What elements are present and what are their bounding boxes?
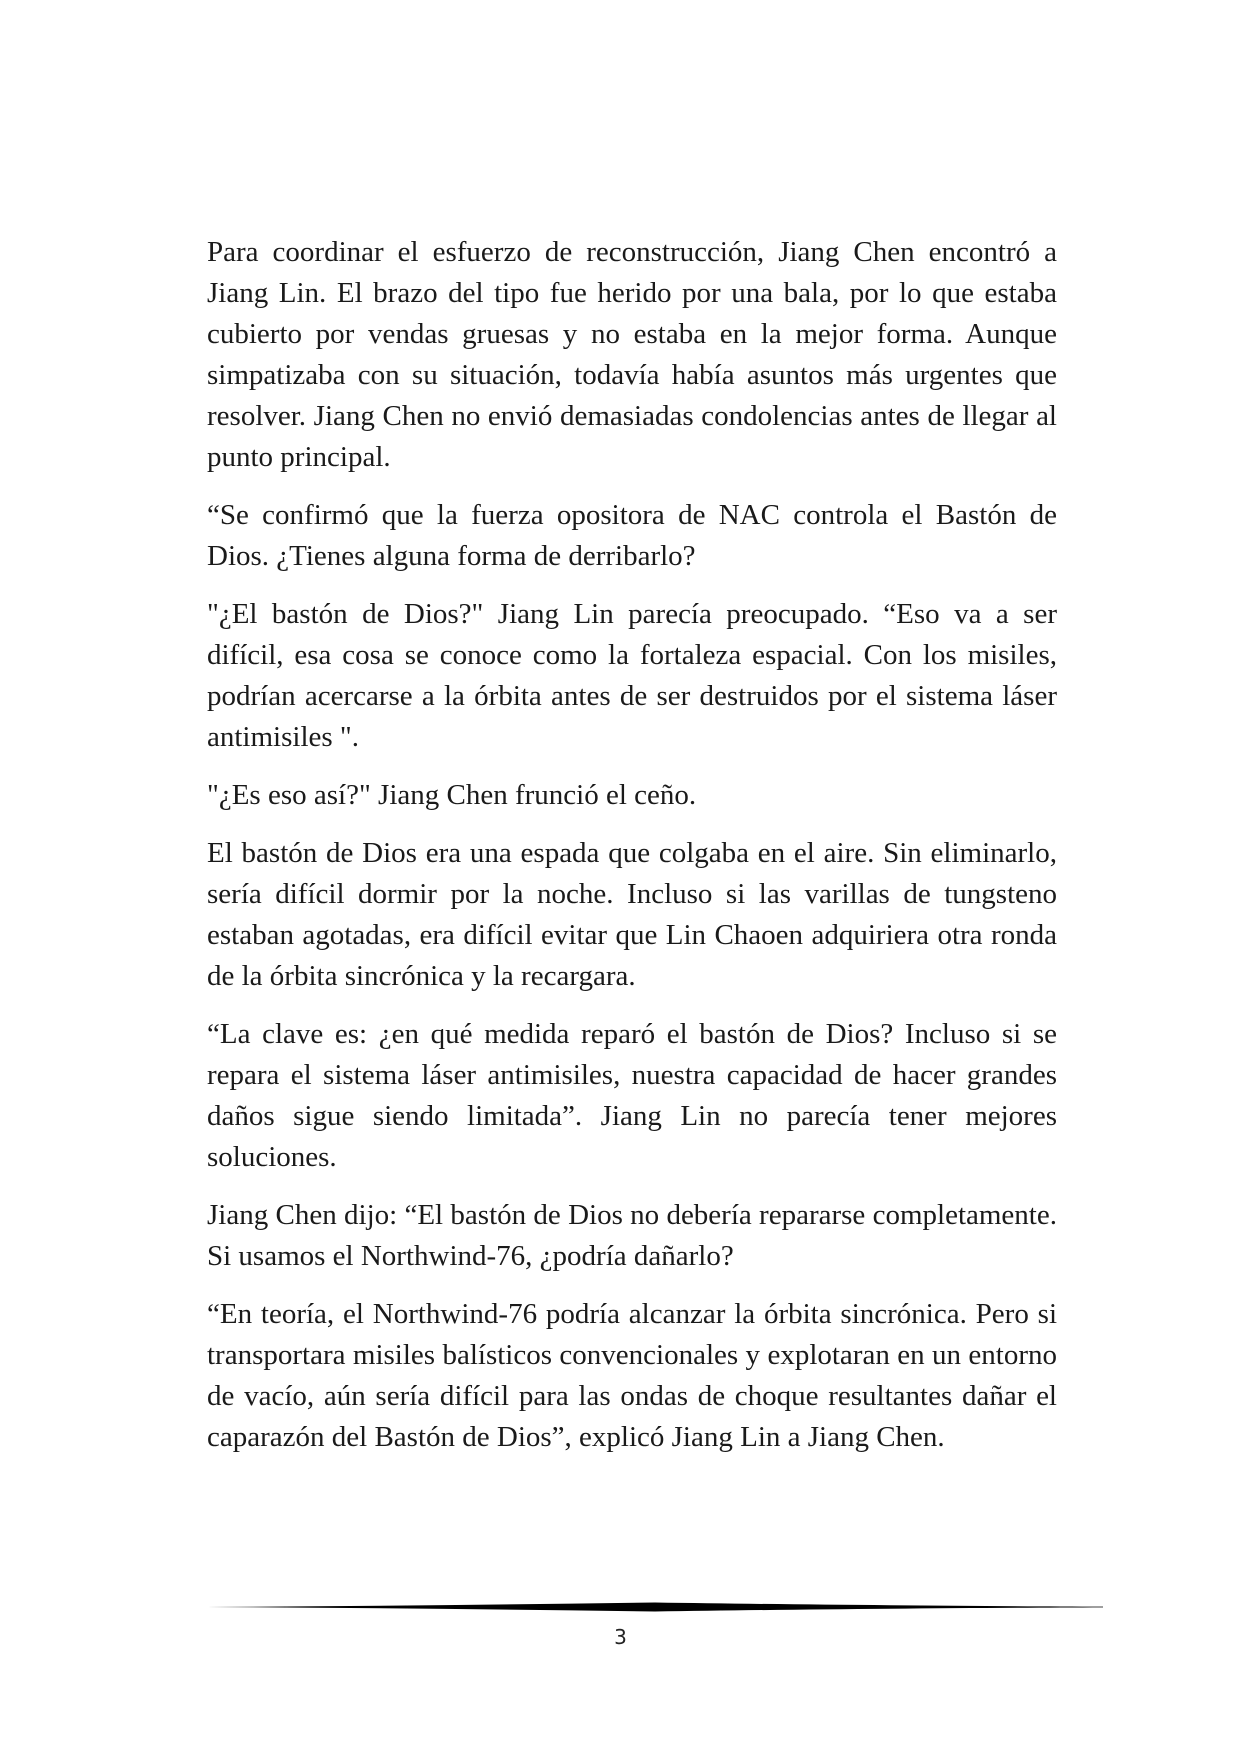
page-number: 3 [614,1625,627,1649]
paragraph-2: “Se confirmó que la fuerza opositora de NAC controla el Bastón de Dios. ¿Tienes alguna forma de derribarlo? [207,499,1057,572]
paragraph-3: "¿El bastón de Dios?" Jiang Lin parecía preocupado. “Eso va a ser difícil, esa cosa se conoce como la fortaleza espacial. Con los misiles, podrían acercarse a la órbita antes de ser destruidos por el sistema láser antimisiles ". [207,598,1057,753]
paragraph-1: Para coordinar el esfuerzo de reconstrucción, Jiang Chen encontró a Jiang Lin. El brazo del tipo fue herido por una bala, por lo que estaba cubierto por vendas gruesas y no estaba en la mejor forma. Aunque simpatizaba con su situación, todavía había asuntos más urgentes que resolver. Jiang Chen no envió demasiadas condolencias antes de llegar al punto principal. [207,236,1057,473]
paragraph-8: “En teoría, el Northwind-76 podría alcanzar la órbita sincrónica. Pero si transportara misiles balísticos convencionales y explotaran en un entorno de vacío, aún sería difícil para las ondas de choque resultantes dañar el caparazón del Bastón de Dios”, explicó Jiang Lin a Jiang Chen. [207,1298,1057,1453]
footer-divider-rule [207,1600,1103,1614]
paragraph-7: Jiang Chen dijo: “El bastón de Dios no debería repararse completamente. Si usamos el Northwind-76, ¿podría dañarlo? [207,1199,1057,1272]
paragraph-6: “La clave es: ¿en qué medida reparó el bastón de Dios? Incluso si se repara el sistema láser antimisiles, nuestra capacidad de hacer grandes daños sigue siendo limitada”. Jiang Lin no parecía tener mejores soluciones. [207,1018,1057,1173]
paragraph-5: El bastón de Dios era una espada que colgaba en el aire. Sin eliminarlo, sería difícil dormir por la noche. Incluso si las varillas de tungsteno estaban agotadas, era difícil evitar que Lin Chaoen adquiriera otra ronda de la órbita sincrónica y la recargara. [207,837,1057,992]
paragraph-4: "¿Es eso así?" Jiang Chen frunció el ceño. [207,779,697,811]
body-text [207,232,1057,1475]
